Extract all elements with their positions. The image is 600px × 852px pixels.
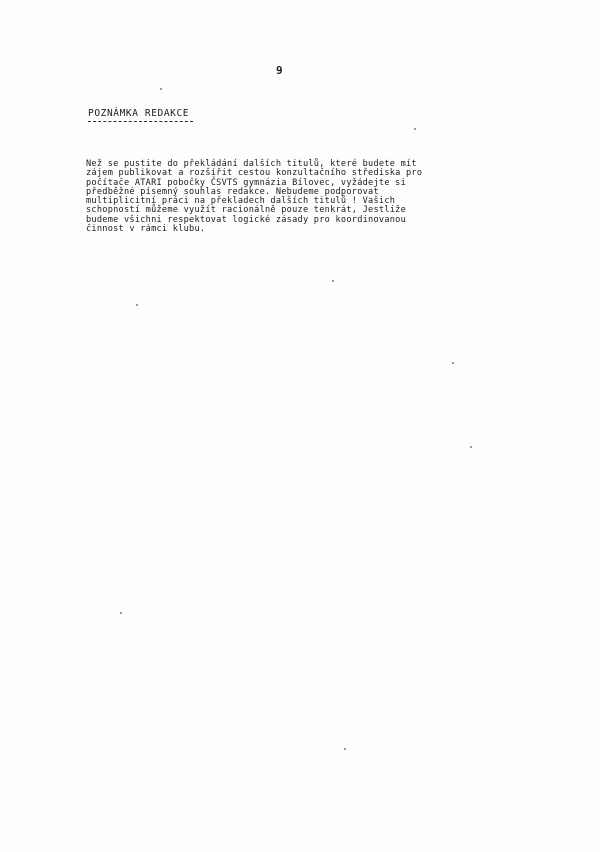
paragraph-line: činnost v rámci klubu.	[86, 224, 206, 235]
scan-speck	[452, 362, 454, 364]
scan-speck	[160, 88, 162, 90]
paragraph-line: budeme všichni respektovat logické zásady pro koordinovanou	[86, 214, 407, 225]
paragraph-line: počítače ATARI pobočky ČSVTS gymnázia Bílovec, vyžádejte si	[86, 177, 407, 188]
paragraph-line: zájem publikovat a rozšířit cestou konzultačního střediska pro	[86, 168, 423, 179]
editorial-note-paragraph	[86, 160, 516, 234]
page-number: 9	[276, 64, 284, 77]
scan-speck	[414, 128, 416, 130]
heading-underline	[88, 121, 193, 122]
paragraph-line: multiplicitní práci na překladech dalších titulů ! Vašich	[86, 196, 396, 207]
scan-speck	[470, 446, 472, 448]
scan-speck	[136, 304, 138, 306]
paragraph-line: Než se pustite do překládání dalších titulů, které budete mít	[86, 159, 417, 169]
scan-speck	[120, 612, 122, 614]
paragraph-line: předběžné písemný souhlas redakce. Nebudeme podporovat	[86, 186, 379, 197]
paragraph-line: schopností můžeme využít racionálně pouze tenkrát, Jestliže	[86, 205, 407, 216]
scan-speck	[344, 748, 346, 750]
section-heading: POZNÁMKA REDAKCE	[88, 108, 190, 119]
scan-speck	[332, 280, 334, 282]
